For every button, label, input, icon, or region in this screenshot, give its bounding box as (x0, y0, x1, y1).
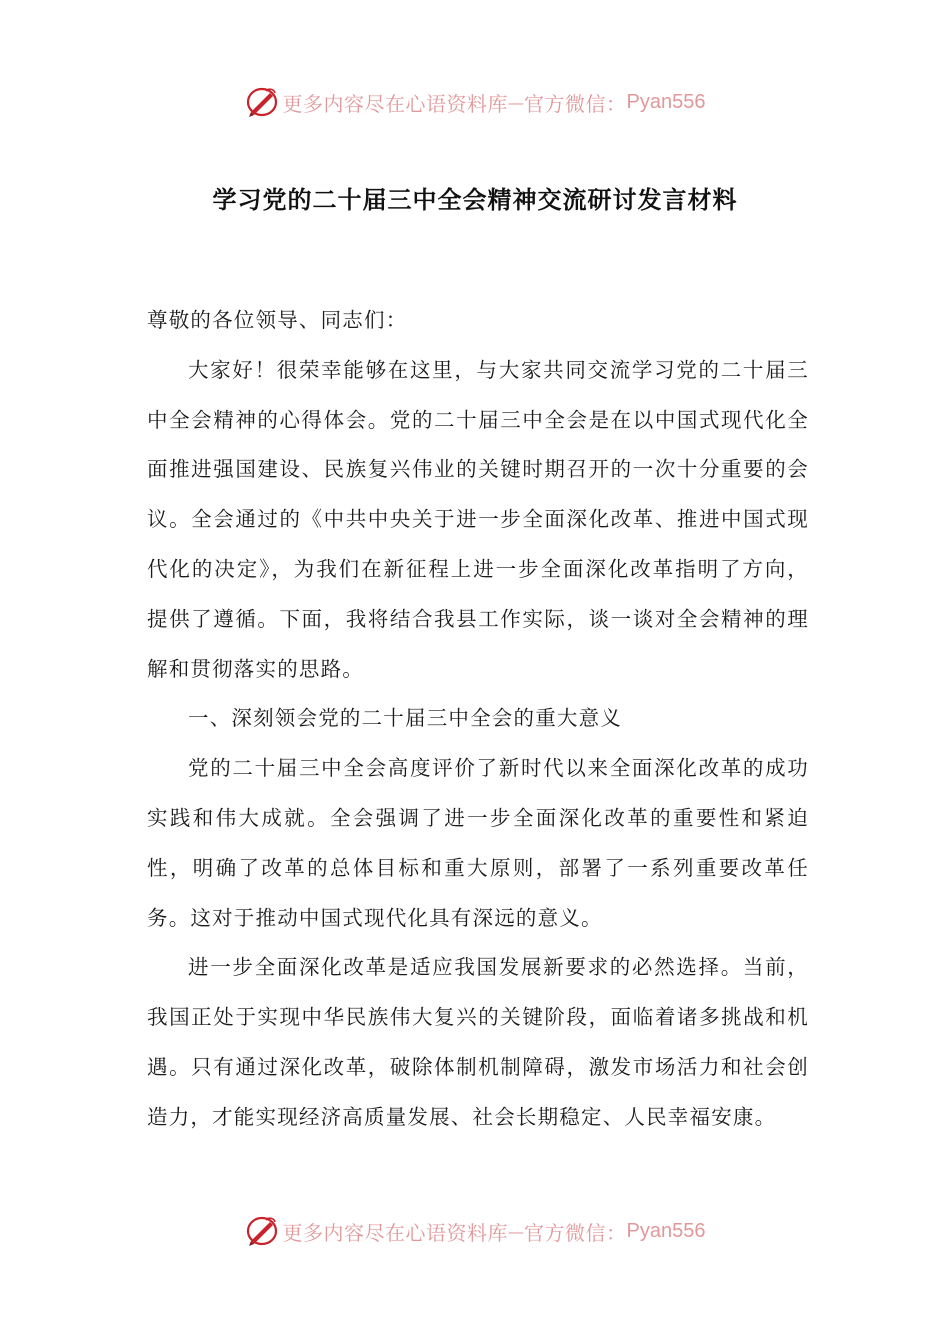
salutation: 尊敬的各位领导、同志们： (147, 308, 408, 332)
document-title: 学习党的二十届三中全会精神交流研讨发言材料 (212, 186, 738, 214)
watermark-wechat-id: Pyan556 (626, 1219, 706, 1242)
section-heading: 一、深刻领会党的二十届三中全会的重大意义 (188, 706, 622, 731)
pen-logo-icon (245, 1214, 279, 1248)
watermark-official-label: 官方微信： (524, 91, 627, 116)
header-watermark (0, 82, 950, 122)
watermark-text: 更多内容尽在心语资料库 (282, 91, 509, 116)
paragraph: 党的二十届三中全会高度评价了新时代以来全面深化改革的成功实践和伟大成就。全会强调了进一步全面深化改革的重要性和紧迫性，明确了改革的总体目标和重大原则，部署了一系列重要改革任务。这对于推动中国式现代化具有深远的意义。 (147, 756, 809, 930)
watermark-text: 更多内容尽在心语资料库 (282, 1220, 509, 1245)
paragraph: 大家好！很荣幸能够在这里，与大家共同交流学习党的二十届三中全会精神的心得体会。党的二十届三中全会是在以中国式现代化全面推进强国建设、民族复兴伟业的关键时期召开的一次十分重要的会议。全会通过的《中共中央关于进一步全面深化改革、推进中国式现代化的决定》，为我们在新征程上进一步全面深化改革指明了方向，提供了遵循。下面，我将结合我县工作实际，谈一谈对全会精神的理解和贯彻落实的思路。 (147, 357, 809, 681)
footer-watermark (0, 1211, 950, 1251)
paragraph: 进一步全面深化改革是适应我国发展新要求的必然选择。当前，我国正处于实现中华民族伟大复兴的关键阶段，面临着诸多挑战和机遇。只有通过深化改革，破除体制机制障碍，激发市场活力和社会创造力，才能实现经济高质量发展、社会长期稳定、人民幸福安康。 (147, 955, 809, 1129)
document-body (147, 296, 809, 1143)
watermark-official-label: 官方微信： (524, 1220, 627, 1245)
watermark-separator: — (508, 1221, 525, 1241)
watermark-wechat-id: Pyan556 (626, 90, 706, 113)
watermark-separator: — (508, 92, 525, 112)
pen-logo-icon (245, 85, 279, 119)
